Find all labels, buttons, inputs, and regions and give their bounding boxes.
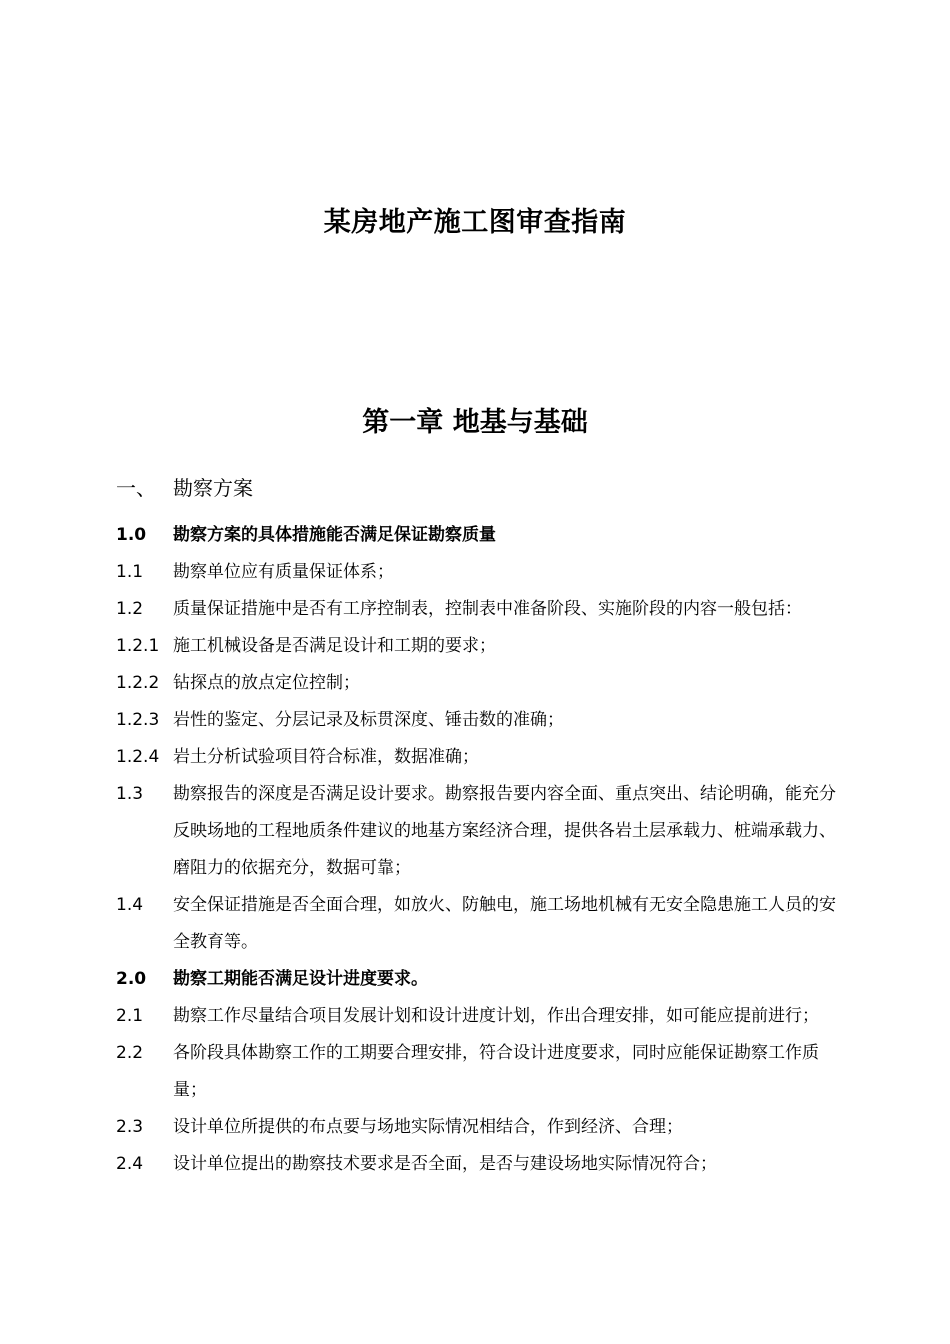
item-number: 1.2.2	[116, 673, 160, 693]
item-text: 勘察报告的深度是否满足设计要求。勘察报告要内容全面、重点突出、结论明确，能充分反映场地的工程地质条件建议的地基方案经济合理，提供各岩土层承载力、桩端承载力、磨阻力的依据充分，数据可靠；	[173, 784, 836, 878]
item-number: 1.1	[116, 562, 144, 582]
list-item	[116, 776, 836, 887]
list-item	[116, 628, 836, 665]
list-item	[116, 998, 836, 1035]
item-text: 岩土分析试验项目符合标准，数据准确；	[173, 747, 479, 767]
list-item	[116, 887, 836, 961]
item-number: 2.2	[116, 1043, 144, 1063]
list-item	[116, 517, 836, 554]
item-number: 2.1	[116, 1006, 144, 1026]
section-label: 勘察方案	[173, 476, 253, 500]
item-number: 1.2.1	[116, 636, 160, 656]
item-number: 1.2	[116, 599, 144, 619]
item-text: 勘察工期能否满足设计进度要求。	[173, 969, 428, 989]
item-text: 质量保证措施中是否有工序控制表，控制表中准备阶段、实施阶段的内容一般包括：	[173, 599, 802, 619]
item-number: 2.3	[116, 1117, 144, 1137]
list-item	[116, 739, 836, 776]
item-text: 设计单位提出的勘察技术要求是否全面，是否与建设场地实际情况符合；	[173, 1154, 717, 1174]
chapter-title: 第一章 地基与基础	[362, 407, 588, 438]
item-list	[116, 517, 836, 1183]
list-item	[116, 554, 836, 591]
list-item	[116, 591, 836, 628]
list-item	[116, 1109, 836, 1146]
list-item	[116, 1035, 836, 1109]
item-number: 1.2.3	[116, 710, 160, 730]
list-item	[116, 665, 836, 702]
item-number: 1.2.4	[116, 747, 160, 767]
document-title: 某房地产施工图审查指南	[323, 207, 627, 238]
item-number: 1.3	[116, 784, 144, 804]
item-text: 岩性的鉴定、分层记录及标贯深度、锤击数的准确；	[173, 710, 564, 730]
list-item	[116, 702, 836, 739]
item-text: 勘察方案的具体措施能否满足保证勘察质量	[173, 525, 496, 545]
item-text: 安全保证措施是否全面合理，如放火、防触电，施工场地机械有无安全隐患施工人员的安全教育等。	[173, 895, 836, 952]
section-heading	[116, 472, 253, 501]
item-text: 设计单位所提供的布点要与场地实际情况相结合，作到经济、合理；	[173, 1117, 683, 1137]
list-item	[116, 1146, 836, 1183]
item-number: 1.0	[116, 525, 147, 545]
item-text: 施工机械设备是否满足设计和工期的要求；	[173, 636, 496, 656]
item-number: 2.4	[116, 1154, 144, 1174]
list-item	[116, 961, 836, 998]
item-text: 钻探点的放点定位控制；	[173, 673, 360, 693]
section-number: 一、	[116, 476, 156, 500]
item-text: 勘察工作尽量结合项目发展计划和设计进度计划，作出合理安排，如可能应提前进行；	[173, 1006, 819, 1026]
item-number: 1.4	[116, 895, 144, 915]
item-text: 勘察单位应有质量保证体系；	[173, 562, 394, 582]
item-number: 2.0	[116, 969, 147, 989]
item-text: 各阶段具体勘察工作的工期要合理安排，符合设计进度要求，同时应能保证勘察工作质量；	[173, 1043, 819, 1100]
